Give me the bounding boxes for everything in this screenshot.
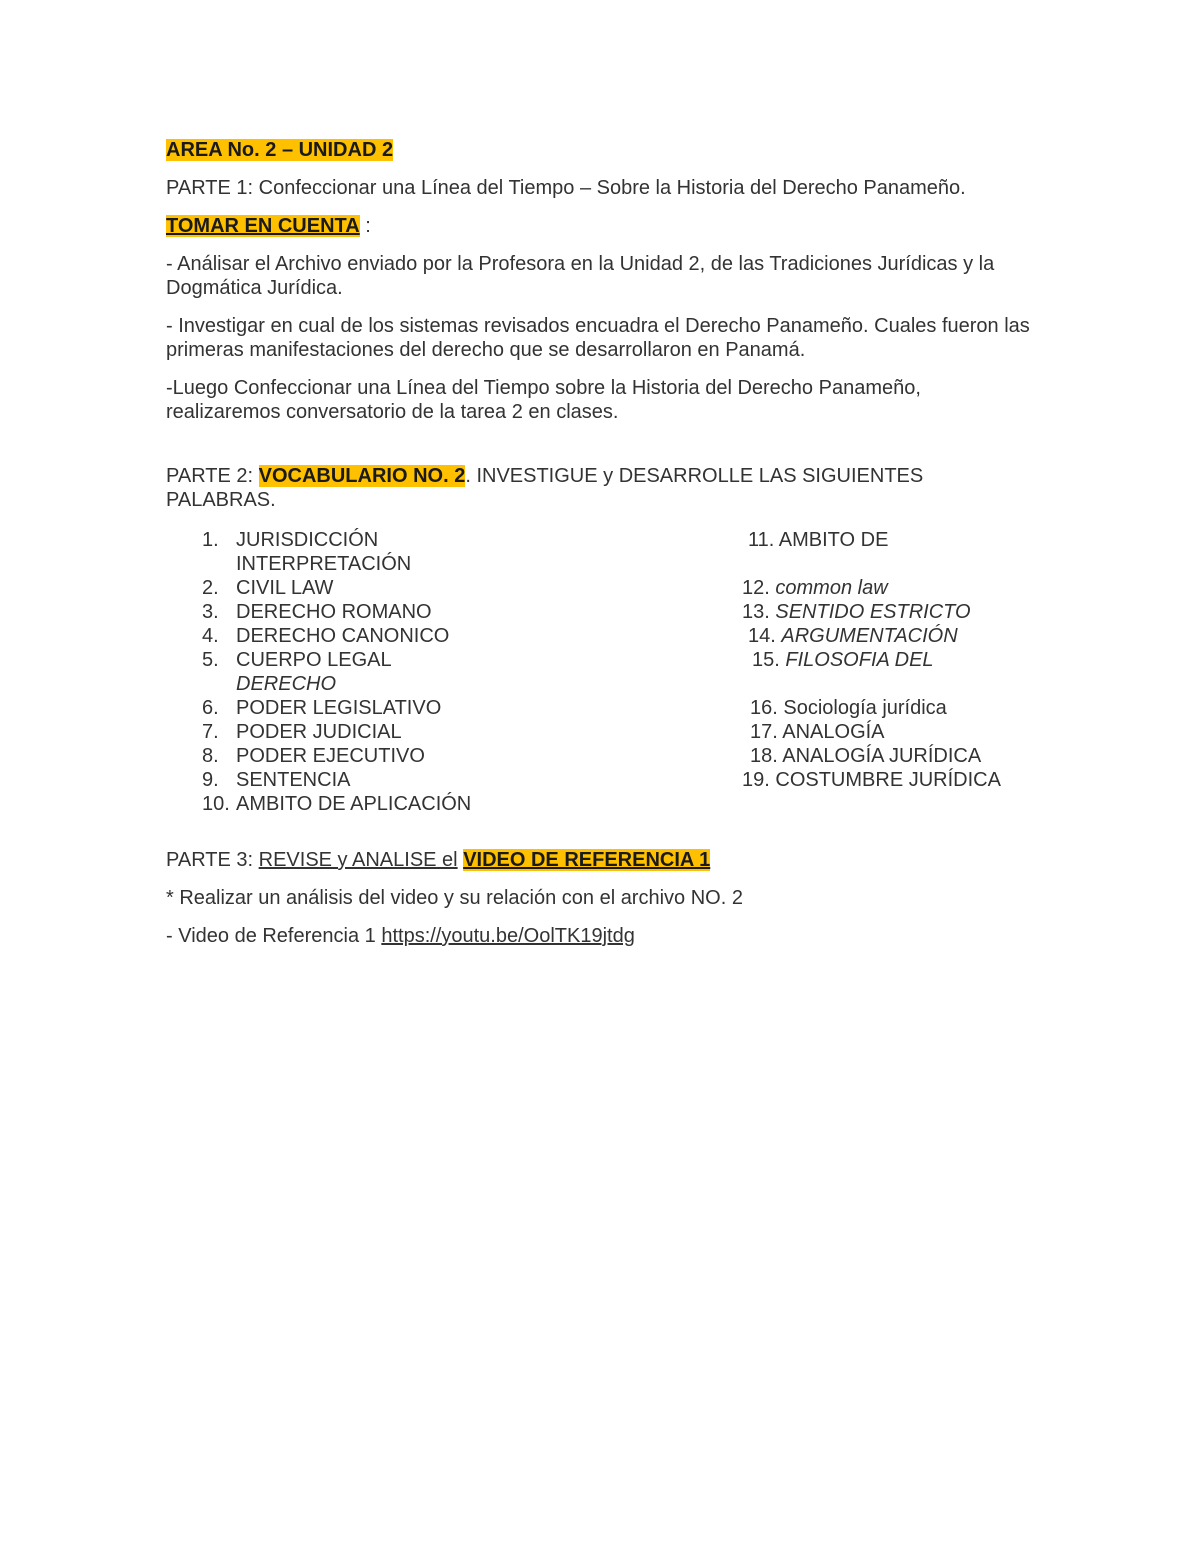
document-page: [166, 138, 1036, 962]
part2-prefix: PARTE 2:: [166, 465, 259, 487]
list-item: 11. AMBITO DE: [748, 529, 889, 551]
part3-bullet-2: [166, 924, 1036, 948]
note-line: [166, 214, 1036, 238]
list-item: 15. FILOSOFIA DEL: [752, 649, 934, 671]
part1-bullet-2: - Investigar en cual de los sistemas revisados encuadra el Derecho Panameño. Cuales fueron las primeras manifestaciones del derecho que se desarrollaron en Panamá.: [166, 315, 1030, 361]
list-item: 2. CIVIL LAW: [202, 577, 334, 599]
part2-highlight: VOCABULARIO NO. 2: [258, 465, 466, 487]
list-item: 16. Sociología jurídica: [750, 697, 947, 719]
list-item: 7. PODER JUDICIAL: [202, 721, 402, 743]
vocabulary-column-right: [742, 528, 1062, 792]
list-item: 3. DERECHO ROMANO: [202, 601, 432, 623]
list-item: 10. AMBITO DE APLICACIÓN: [202, 793, 472, 815]
list-item: 18. ANALOGÍA JURÍDICA: [750, 745, 982, 767]
note-suffix: :: [359, 215, 371, 237]
part2-suffix: . INVESTIGUE y DESARROLLE LAS SIGUIENTES PALABRAS.: [166, 465, 924, 511]
part1-bullet-1: - Análisar el Archivo enviado por la Profesora en la Unidad 2, de las Tradiciones Jurídicas y la Dogmática Jurídica.: [166, 253, 995, 299]
video-link[interactable]: https://youtu.be/OolTK19jtdg: [381, 925, 635, 947]
note-label: TOMAR EN CUENTA: [166, 215, 360, 237]
list-item: 8. PODER EJECUTIVO: [202, 745, 425, 767]
part3-prefix: PARTE 3:: [166, 849, 259, 871]
part3-heading: [166, 848, 1036, 872]
title-highlight: AREA No. 2 – UNIDAD 2: [166, 139, 394, 161]
list-item: 1. JURISDICCIÓN INTERPRETACIÓN: [202, 529, 412, 575]
vocabulary-list: [166, 528, 1036, 818]
list-item: 6. PODER LEGISLATIVO: [202, 697, 442, 719]
list-item: 12. common law: [742, 577, 888, 599]
document-title: [166, 138, 1036, 162]
list-item: 17. ANALOGÍA: [750, 721, 885, 743]
vocabulary-column-left: [202, 528, 502, 816]
list-item: 4. DERECHO CANONICO: [202, 625, 450, 647]
part3-bullet-1: * Realizar un análisis del video y su relación con el archivo NO. 2: [166, 887, 743, 909]
video-label: - Video de Referencia 1: [166, 925, 382, 947]
list-item: 13. SENTIDO ESTRICTO: [742, 601, 971, 623]
part3-underlined: REVISE y ANALISE el: [258, 849, 458, 871]
part1-bullet-3: -Luego Confeccionar una Línea del Tiempo sobre la Historia del Derecho Panameño, realizaremos conversatorio de la tarea 2 en clases.: [166, 377, 921, 423]
part2-heading: [166, 464, 1036, 512]
list-item: 9. SENTENCIA: [202, 769, 351, 791]
part1-line: PARTE 1: Confeccionar una Línea del Tiempo – Sobre la Historia del Derecho Panameño.: [166, 177, 966, 199]
list-item: 19. COSTUMBRE JURÍDICA: [742, 769, 1001, 791]
part3-highlight: VIDEO DE REFERENCIA 1: [463, 849, 711, 871]
list-item: 5. CUERPO LEGAL DERECHO: [202, 649, 392, 695]
list-item: 14. ARGUMENTACIÓN: [748, 625, 958, 647]
